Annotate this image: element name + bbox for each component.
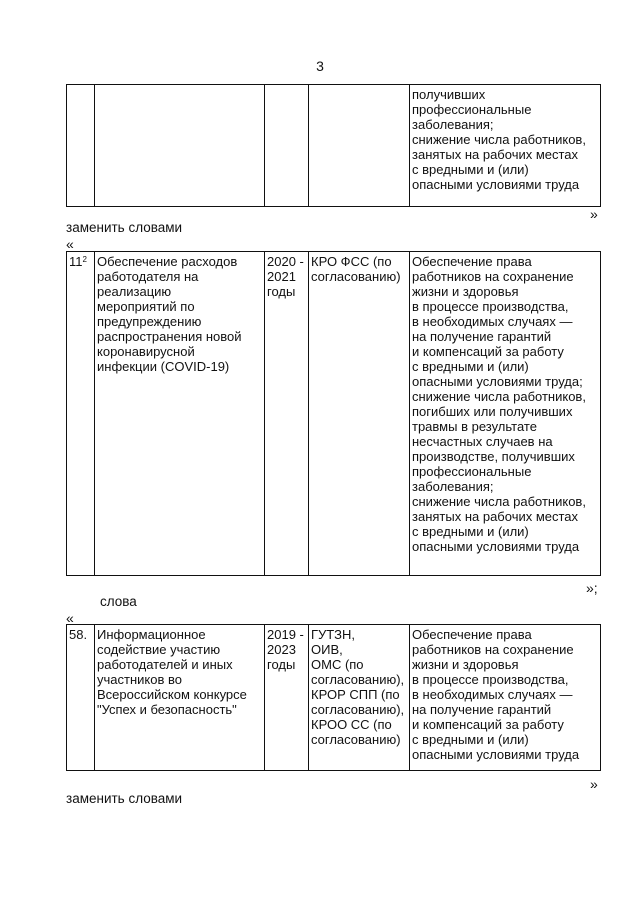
result-line: опасными условиями труда (412, 539, 580, 554)
cell-period (265, 625, 309, 771)
result-line: заболевания; (412, 117, 494, 132)
result-line: на получение гарантий (412, 329, 552, 344)
executor-line: согласованию), (311, 672, 405, 687)
cell-num (67, 252, 95, 576)
row-number: 58. (69, 627, 88, 642)
cell-executor (309, 85, 410, 207)
result-line: снижение числа работников, (412, 389, 586, 404)
cell-name (95, 252, 265, 576)
closing-quote: » (590, 776, 598, 792)
name-line: содействие участию (97, 642, 221, 657)
name-line: инфекции (COVID-19) (97, 359, 230, 374)
result-line: заболевания; (412, 479, 494, 494)
table-row-58 (66, 624, 601, 771)
name-line: "Успех и безопасность" (97, 702, 237, 717)
result-line: профессиональные (412, 464, 532, 479)
opening-quote: « (66, 236, 74, 252)
executor-line: согласованию) (311, 732, 401, 747)
result-line: занятых на рабочих местах (412, 509, 579, 524)
period-line: 2021 (267, 269, 296, 284)
name-line: предупреждению (97, 314, 202, 329)
executor-line: КРОО СС (по (311, 717, 392, 732)
period-line: годы (267, 657, 296, 672)
result-line: Обеспечение права (412, 627, 532, 642)
executor-line: согласованию), (311, 702, 405, 717)
name-line: работодателей и иных (97, 657, 233, 672)
period-line: годы (267, 284, 296, 299)
result-line: опасными условиями труда (412, 747, 580, 762)
result-line: получивших (412, 87, 486, 102)
result-line: жизни и здоровья (412, 657, 519, 672)
result-line: Обеспечение права (412, 254, 532, 269)
executor-line: ОМС (по (311, 657, 364, 672)
result-line: в необходимых случаях — (412, 314, 573, 329)
closing-quote: » (590, 206, 598, 222)
result-line: снижение числа работников, (412, 494, 586, 509)
words-label: слова (100, 594, 137, 609)
executor-line: согласованию) (311, 269, 401, 284)
table-fragment-top (66, 84, 601, 207)
cell-result (410, 252, 601, 576)
result-line: и компенсаций за работу (412, 344, 564, 359)
name-line: работодателя на (97, 269, 199, 284)
closing-quote: »; (586, 580, 598, 596)
cell-result (410, 85, 601, 207)
result-line: в процессе производства, (412, 672, 569, 687)
name-line: участников во (97, 672, 182, 687)
period-line: 2023 (267, 642, 296, 657)
result-line: с вредными и (или) (412, 732, 529, 747)
name-line: распространения новой (97, 329, 242, 344)
result-line: производстве, получивших (412, 449, 575, 464)
result-line: снижение числа работников, (412, 132, 586, 147)
result-line: в необходимых случаях — (412, 687, 573, 702)
cell-num (67, 625, 95, 771)
result-line: в процессе производства, (412, 299, 569, 314)
replace-label: заменить словами (66, 220, 183, 235)
cell-result (410, 625, 601, 771)
cell-name (95, 625, 265, 771)
result-line: жизни и здоровья (412, 284, 519, 299)
result-line: несчастных случаев на (412, 434, 553, 449)
cell-executor (309, 625, 410, 771)
result-line: профессиональные (412, 102, 532, 117)
page-number: 3 (316, 58, 324, 74)
executor-line: КРО ФСС (по (311, 254, 392, 269)
name-line: коронавирусной (97, 344, 195, 359)
result-line: с вредными и (или) (412, 524, 529, 539)
result-line: работников на сохранение (412, 269, 574, 284)
period-line: 2020 - (267, 254, 304, 269)
cell-num (67, 85, 95, 207)
result-line: занятых на рабочих местах (412, 147, 579, 162)
opening-quote: « (66, 610, 74, 626)
name-line: реализацию (97, 284, 172, 299)
name-line: Обеспечение расходов (97, 254, 238, 269)
result-line: травмы в результате (412, 419, 537, 434)
result-line: с вредными и (или) (412, 359, 529, 374)
executor-line: ОИВ, (311, 642, 343, 657)
name-line: мероприятий по (97, 299, 195, 314)
result-line: работников на сохранение (412, 642, 574, 657)
result-line: опасными условиями труда; (412, 374, 583, 389)
result-line: опасными условиями труда (412, 177, 580, 192)
result-line: и компенсаций за работу (412, 717, 564, 732)
executor-line: ГУТЗН, (311, 627, 355, 642)
table-row-11-2 (66, 251, 601, 576)
result-line: на получение гарантий (412, 702, 552, 717)
name-line: Информационное (97, 627, 206, 642)
period-line: 2019 - (267, 627, 304, 642)
row-number: 11 (69, 254, 83, 269)
cell-name (95, 85, 265, 207)
cell-period (265, 85, 309, 207)
name-line: Всероссийском конкурсе (97, 687, 247, 702)
result-line: погибших или получивших (412, 404, 573, 419)
replace-label: заменить словами (66, 791, 183, 806)
row-number-superscript: 2 (82, 255, 87, 264)
cell-executor (309, 252, 410, 576)
cell-period (265, 252, 309, 576)
result-line: с вредными и (или) (412, 162, 529, 177)
executor-line: КРОР СПП (по (311, 687, 400, 702)
